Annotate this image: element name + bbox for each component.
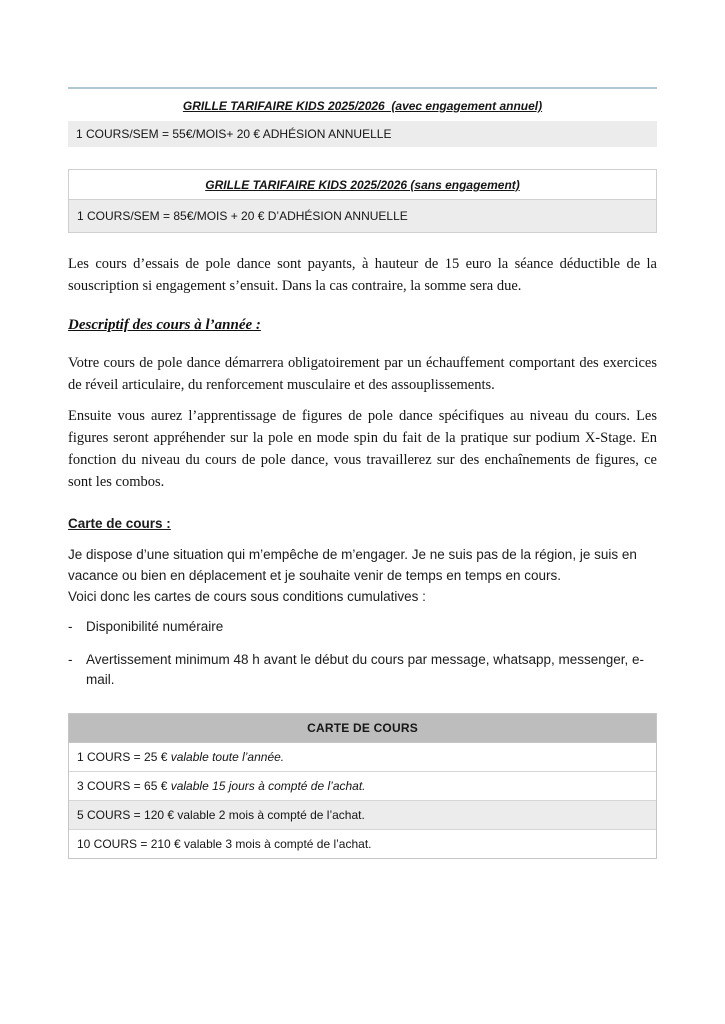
kids-annual-table bbox=[68, 98, 657, 147]
bullet-dash: - bbox=[68, 652, 73, 667]
bullet-item bbox=[68, 650, 657, 690]
carte-row-1-cours bbox=[69, 743, 656, 772]
carte-de-cours-table bbox=[68, 713, 657, 859]
bullet-text: Avertissement minimum 48 h avant le début du cours par message, whatsapp, messenger, e-mail. bbox=[86, 652, 645, 687]
bullet-text: Disponibilité numéraire bbox=[86, 619, 224, 634]
carte-row-text: 10 COURS = 210 € valable 3 mois à compté de l’achat. bbox=[77, 837, 372, 851]
bullet-item bbox=[68, 617, 657, 637]
carte-row-text: 1 COURS = 25 € bbox=[77, 750, 171, 764]
kids-annual-title: GRILLE TARIFAIRE KIDS 2025/2026 (avec engagement annuel) bbox=[182, 99, 543, 113]
kids-annual-row: 1 COURS/SEM = 55€/MOIS+ 20 € ADHÉSION ANNUELLE bbox=[68, 121, 657, 147]
paragraph-trial-lessons: Les cours d’essais de pole dance sont payants, à hauteur de 15 euro la séance déductible de la souscription si engagement s’ensuit. Dans la cas contraire, la somme sera due. bbox=[68, 256, 657, 294]
carte-row-validity: valable 15 jours à compté de l’achat. bbox=[170, 779, 366, 793]
kids-nocommit-row: 1 COURS/SEM = 85€/MOIS + 20 € D’ADHÉSION ANNUELLE bbox=[69, 200, 656, 232]
carte-row-text: 3 COURS = 65 € bbox=[77, 779, 171, 793]
carte-row-10-cours bbox=[69, 830, 656, 858]
kids-nocommit-table bbox=[68, 169, 657, 233]
paragraph-figures: Ensuite vous aurez l’apprentissage de figures de pole dance spécifiques au niveau du cours. Les figures seront appréhender sur la pole en mode spin du fait de la pratique sur podium X-Stage. En fonction du niveau du cours de pole dance, vous travaillerez sur des enchaînements de figures, ce sont les combos. bbox=[68, 408, 657, 490]
carte-intro-line-1: Je dispose d’une situation qui m’empêche de m’engager. Je ne suis pas de la région, je suis en vacance ou bien en déplacement et je souhaite venir de temps en temps en cours. bbox=[68, 547, 637, 583]
top-rule bbox=[68, 87, 657, 89]
paragraph-warmup: Votre cours de pole dance démarrera obligatoirement par un échauffement comportant des exercices de réveil articulaire, du renforcement musculaire et des assouplissements. bbox=[68, 355, 657, 393]
carte-row-3-cours bbox=[69, 772, 656, 801]
carte-row-5-cours bbox=[69, 801, 656, 830]
heading-descriptif: Descriptif des cours à l’année : bbox=[68, 317, 261, 333]
conditions-bullet-list bbox=[68, 617, 657, 690]
carte-row-text: 5 COURS = 120 € valable 2 mois à compté de l’achat. bbox=[77, 808, 365, 822]
carte-row-validity: valable toute l’année. bbox=[170, 750, 285, 764]
kids-nocommit-title: GRILLE TARIFAIRE KIDS 2025/2026 (sans engagement) bbox=[69, 170, 656, 200]
carte-intro-line-2: Voici donc les cartes de cours sous conditions cumulatives : bbox=[68, 589, 426, 604]
carte-table-header: CARTE DE COURS bbox=[69, 714, 656, 743]
paragraph-carte-intro bbox=[68, 544, 657, 607]
heading-carte-de-cours: Carte de cours : bbox=[68, 516, 171, 531]
bullet-dash: - bbox=[68, 619, 73, 634]
